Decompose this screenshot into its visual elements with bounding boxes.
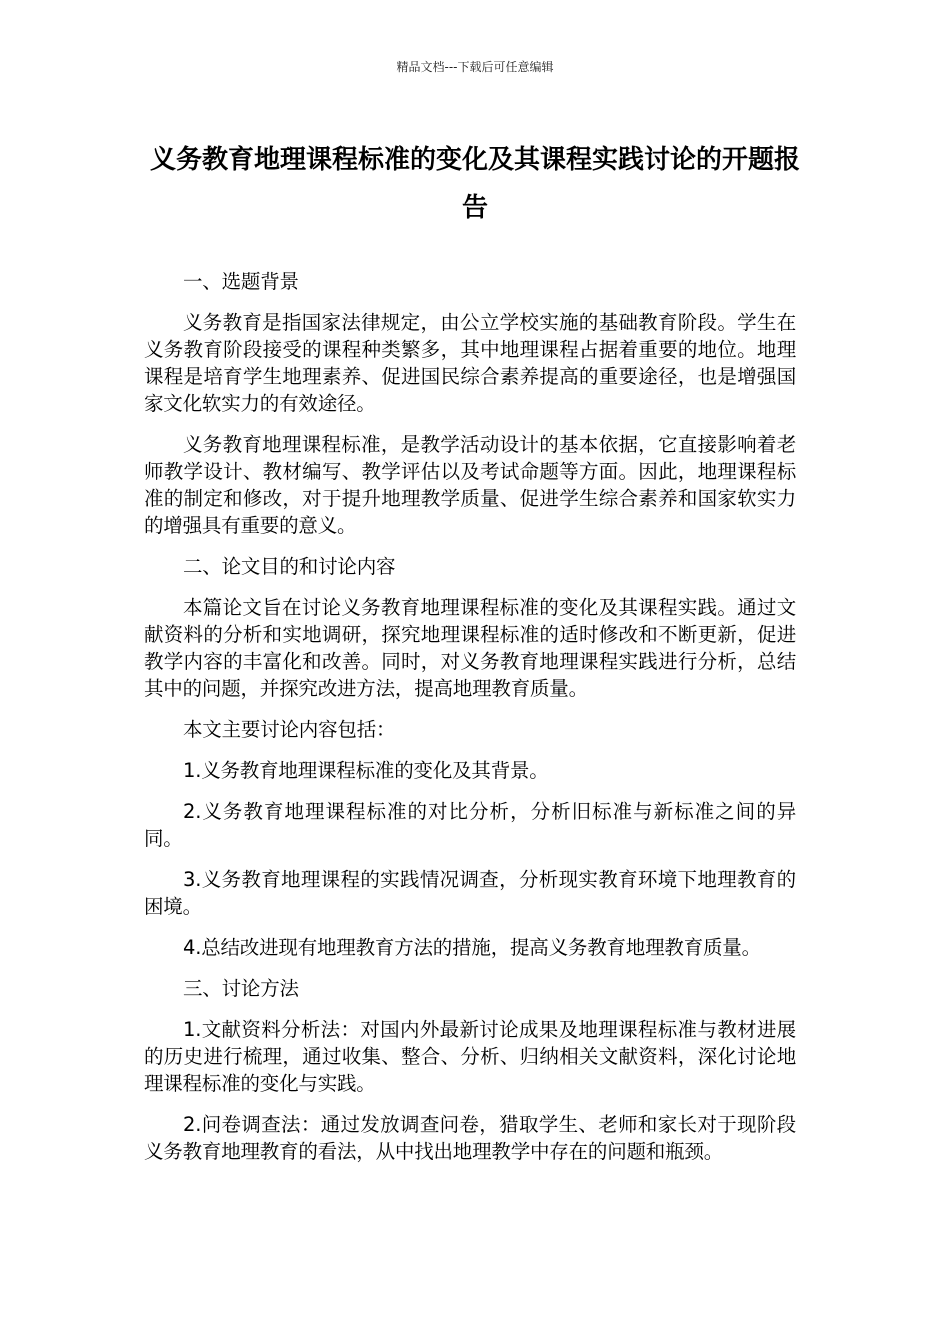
list-item-content-2: 2.义务教育地理课程标准的对比分析，分析旧标准与新标准之间的异同。 (144, 800, 796, 850)
list-item-method-1: 1.文献资料分析法：对国内外最新讨论成果及地理课程标准与教材进展的历史进行梳理，通过收集、整合、分析、归纳相关文献资料，深化讨论地理课程标准的变化与实践。 (144, 1018, 796, 1095)
section-heading-background: 一、选题背景 (183, 270, 299, 293)
document-body (144, 268, 796, 1179)
section-heading-purpose: 二、论文目的和讨论内容 (183, 555, 396, 578)
header-note: 精品文档---下载后可任意编辑 (396, 60, 554, 74)
list-item-content-3: 3.义务教育地理课程的实践情况调查，分析现实教育环境下地理教育的困境。 (144, 868, 796, 918)
list-item-method-2: 2.问卷调查法：通过发放调查问卷，猎取学生、老师和家长对于现阶段义务教育地理教育的看法，从中找出地理教学中存在的问题和瓶颈。 (144, 1113, 796, 1163)
paragraph-compulsory-education: 义务教育是指国家法律规定，由公立学校实施的基础教育阶段。学生在义务教育阶段接受的课程种类繁多，其中地理课程占据着重要的地位。地理课程是培育学生地理素养、促进国民综合素养提高的重要途径，也是增强国家文化软实力的有效途径。 (144, 311, 796, 415)
list-item-content-1: 1.义务教育地理课程标准的变化及其背景。 (183, 759, 549, 782)
document-title: 义务教育地理课程标准的变化及其课程实践讨论的开题报告 (149, 145, 800, 223)
paragraph-curriculum-standard: 义务教育地理课程标准，是教学活动设计的基本依据，它直接影响着老师教学设计、教材编写、教学评估以及考试命题等方面。因此，地理课程标准的制定和修改，对于提升地理教学质量、促进学生综合素养和国家软实力的增强具有重要的意义。 (144, 433, 796, 537)
section-heading-methods: 三、讨论方法 (183, 977, 299, 1000)
list-item-content-4: 4.总结改进现有地理教育方法的措施，提高义务教育地理教育质量。 (183, 936, 761, 959)
paragraph-content-intro: 本文主要讨论内容包括： (183, 718, 396, 741)
paragraph-purpose: 本篇论文旨在讨论义务教育地理课程标准的变化及其课程实践。通过文献资料的分析和实地调研，探究地理课程标准的适时修改和不断更新，促进教学内容的丰富化和改善。同时，对义务教育地理课程实践进行分析，总结其中的问题，并探究改进方法，提高地理教育质量。 (144, 596, 796, 700)
